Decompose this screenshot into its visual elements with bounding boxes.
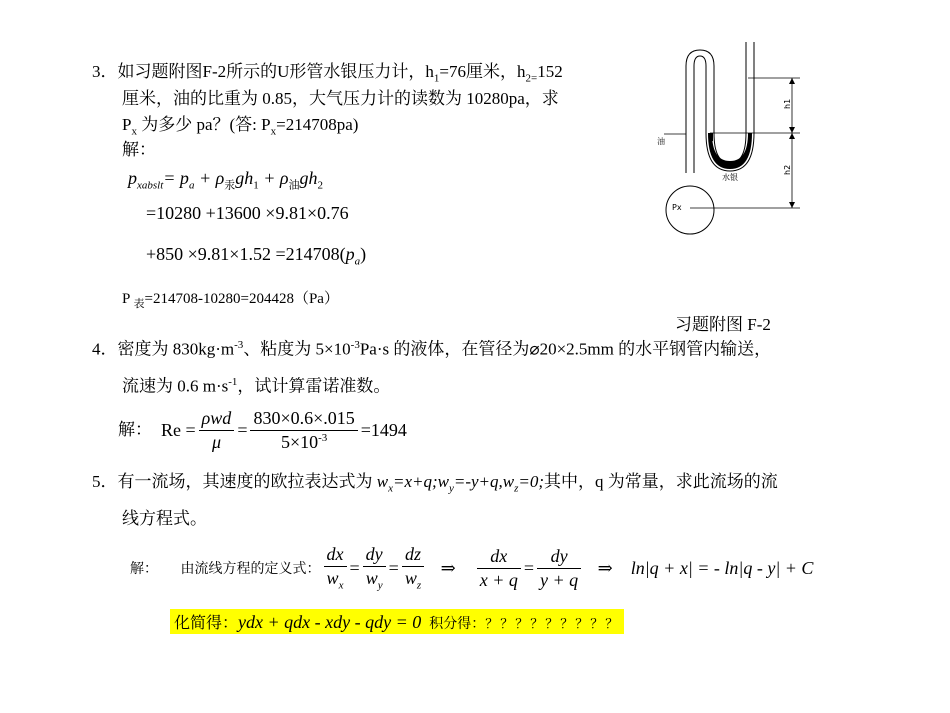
p4-reynolds-equation: 解： Re = $\frac{\text{ρwd}}{\mu}$ = $\frac{830\times 0.6\times.015}{5\times 10^{-3}}$ =1494 — [118, 407, 407, 452]
p3-line3: $P_x$ 为多少 pa？(答: $P_x=214708pa$) — [122, 115, 359, 138]
px-label: Px — [672, 203, 682, 212]
p3-solve-label: 解： — [122, 140, 156, 159]
mercury-label: 水银 — [722, 173, 738, 182]
figure-caption: 习题附图 F-2 — [675, 315, 771, 334]
p5-line1: 5．有一流场，其速度的欧拉表达式为 $w_x=x+q;w_y=-y+q,w_z=0$;其中，q 为常量，求此流场的流 — [92, 472, 778, 495]
p5-line2: 线方程式。 — [122, 509, 207, 528]
p5-simplification-highlight: 化简得：ydx + qdx - xdy - qdy = 0 积分得：？？？？？？？？？ — [170, 609, 624, 634]
p3-equation-2: =10280 +13600 ×9.81×0.76 — [146, 203, 349, 223]
h2-label: h2 — [783, 164, 792, 175]
u-tube-manometer-figure — [650, 38, 820, 238]
p3-equation-3: $+850 \times 9.81\times 1.52 =214708(p_a)$ — [146, 244, 367, 268]
p4-line1: 4．密度为 $830kg\cdot m^{-3}$、粘度为 $5\times 10^{-3}Pa\cdot s$ 的液体，在管径为⌀20×2.5mm 的水平钢管内输送， — [92, 339, 772, 359]
p3-result: P $_表$=214708-10280=204428（Pa） — [122, 291, 339, 310]
p3-equation-1: $p_{xabslt}= p_a + \rho_汞gh_1 + \rho_油gh_2$ — [128, 168, 324, 192]
p3-line1: 3．如习题附图F-2所示的U形管水银压力计，$h_1=76$厘米，$h_{2=}152$ — [92, 62, 563, 85]
p3-line2: 厘米，油的比重为 0.85，大气压力计的读数为 10280pa，求 — [122, 89, 559, 108]
p5-streamline-equation: 解： 由流线方程的定义式： $\frac{dx}{w_x}$ = $\frac{dy}{w_y}$ = $\frac{dz}{w_z}$ ⇒ $\frac{dx}{x + q}$ = $\frac{dy}{y + q}$ ⇒ ln|q + x| = - ln|q - y| + C — [130, 544, 814, 592]
h1-label: h1 — [783, 98, 792, 109]
oil-label: 油 — [657, 137, 665, 146]
p4-line2: 流速为 0.6 $m\cdot s^{-1}$，试计算雷诺准数。 — [122, 376, 391, 396]
